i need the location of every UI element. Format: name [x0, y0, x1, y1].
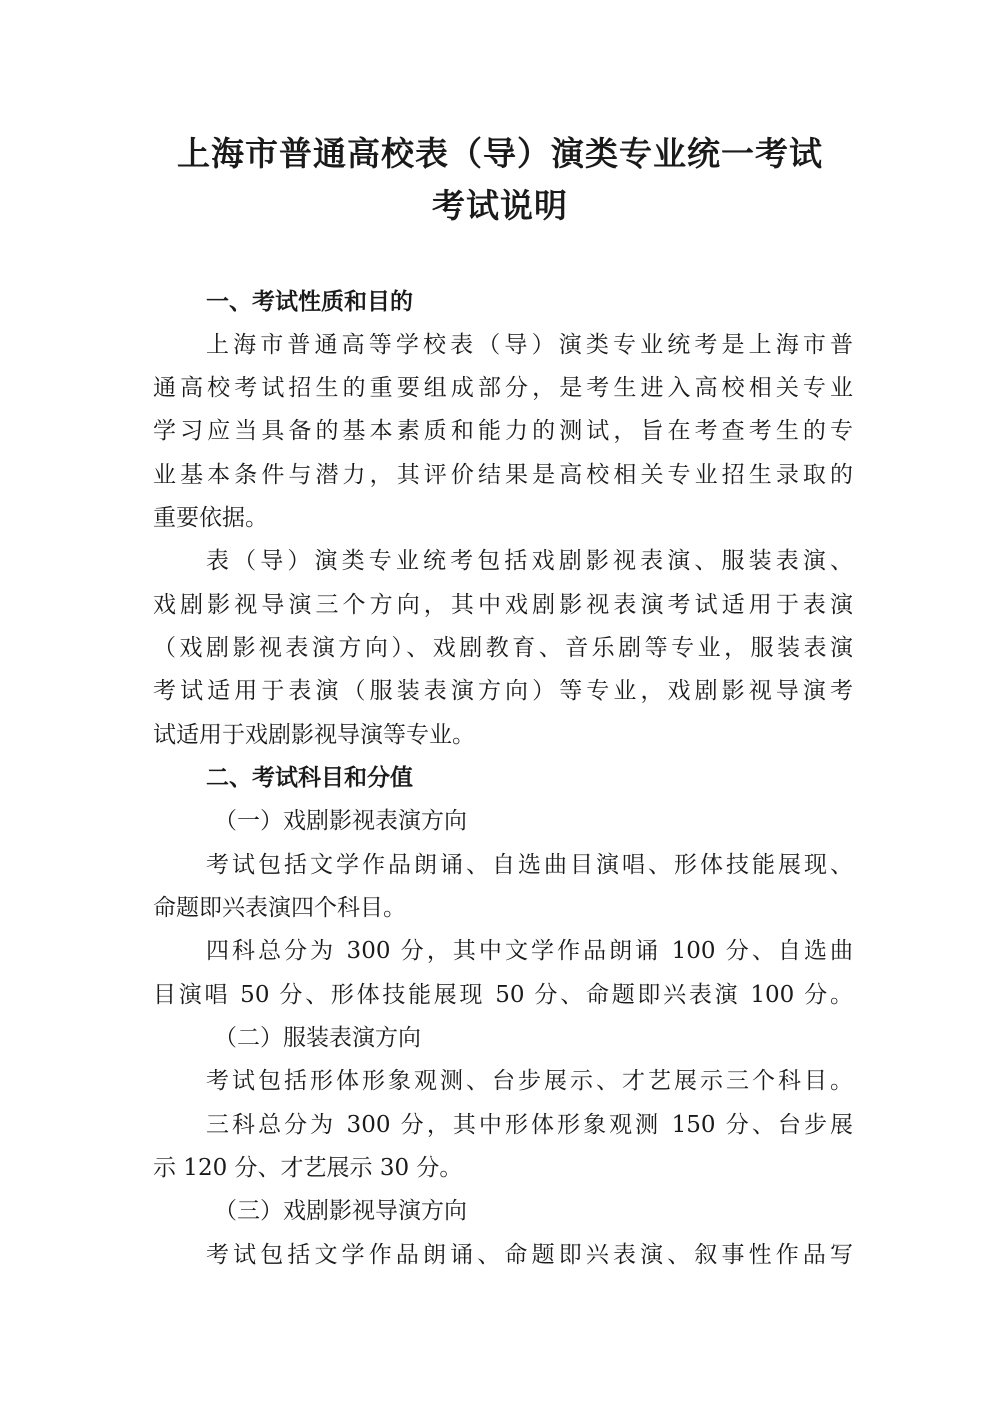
paragraph-line: 示 120 分、才艺展示 30 分。: [153, 1155, 463, 1181]
paragraph-line: 考试包括文学作品朗诵、命题即兴表演、叙事性作品写: [206, 1242, 853, 1268]
paragraph-line: 四科总分为 300 分，其中文学作品朗诵 100 分、自选曲: [206, 938, 853, 964]
paragraph-line: 表（导）演类专业统考包括戏剧影视表演、服装表演、: [206, 548, 853, 574]
paragraph-line: 戏剧影视导演三个方向，其中戏剧影视表演考试适用于表演: [153, 592, 853, 618]
paragraph-line: 目演唱 50 分、形体技能展现 50 分、命题即兴表演 100 分。: [153, 982, 853, 1008]
section-2-heading: 二、考试科目和分值: [206, 765, 413, 791]
paragraph-line: 考试适用于表演（服装表演方向）等专业，戏剧影视导演考: [153, 678, 853, 704]
paragraph-line: 命题即兴表演四个科目。: [153, 895, 406, 921]
subsection-2-heading: （二）服装表演方向: [214, 1025, 421, 1051]
paragraph-line: 业基本条件与潜力，其评价结果是高校相关专业招生录取的: [153, 462, 853, 488]
subsection-1-heading: （一）戏剧影视表演方向: [214, 808, 467, 834]
paragraph-line: 考试包括形体形象观测、台步展示、才艺展示三个科目。: [206, 1068, 853, 1094]
document-title-line-2: 考试说明: [432, 186, 568, 225]
paragraph-line: 通高校考试招生的重要组成部分，是考生进入高校相关专业: [153, 375, 853, 401]
section-1-heading: 一、考试性质和目的: [206, 289, 413, 315]
subsection-3-heading: （三）戏剧影视导演方向: [214, 1198, 467, 1224]
paragraph-line: 重要依据。: [153, 505, 268, 531]
paragraph-line: 学习应当具备的基本素质和能力的测试，旨在考查考生的专: [153, 418, 853, 444]
paragraph-line: 三科总分为 300 分，其中形体形象观测 150 分、台步展: [206, 1112, 853, 1138]
document-title-line-1: 上海市普通高校表（导）演类专业统一考试: [177, 134, 823, 173]
paragraph-line: 上海市普通高等学校表（导）演类专业统考是上海市普: [206, 332, 853, 358]
paragraph-line: （戏剧影视表演方向）、戏剧教育、音乐剧等专业，服装表演: [153, 635, 853, 661]
paragraph-line: 考试包括文学作品朗诵、自选曲目演唱、形体技能展现、: [206, 852, 853, 878]
paragraph-line: 试适用于戏剧影视导演等专业。: [153, 722, 475, 748]
